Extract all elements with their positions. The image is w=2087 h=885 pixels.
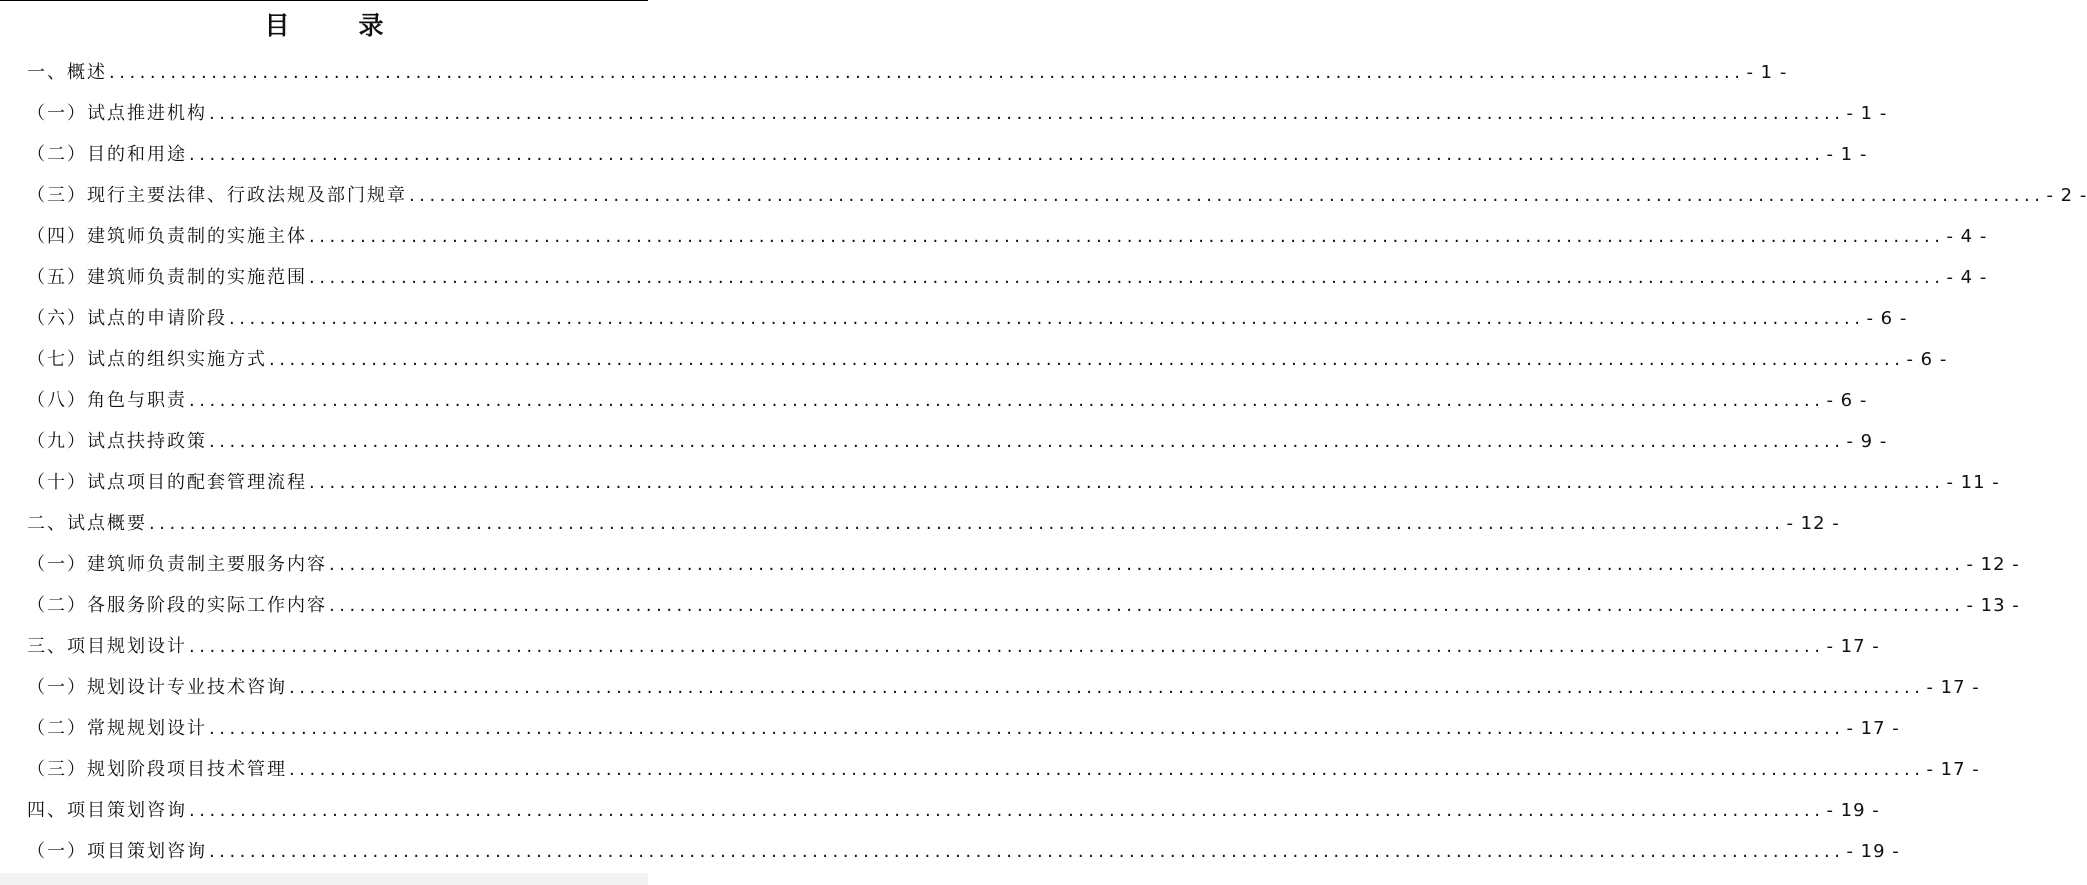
toc-leader-dots: ................................................................................................................................................................ bbox=[289, 677, 1925, 698]
toc-entry[interactable] bbox=[27, 263, 1988, 293]
toc-entry-page: - 4 - bbox=[1946, 267, 1988, 288]
toc-entry[interactable] bbox=[27, 550, 2020, 580]
toc-leader-dots: ................................................................................................................................................................ bbox=[289, 759, 1925, 780]
toc-entry-page: - 17 - bbox=[1826, 636, 1880, 657]
toc-leader-dots: ................................................................................................................................................................ bbox=[229, 308, 1865, 329]
toc-leader-dots: ................................................................................................................................................................ bbox=[189, 390, 1825, 411]
toc-entry-page: - 2 - bbox=[2046, 185, 2087, 206]
toc-entry-label: （六）试点的申请阶段 bbox=[27, 308, 227, 329]
toc-entry-page: - 6 - bbox=[1906, 349, 1948, 370]
toc-entry-page: - 12 - bbox=[1966, 554, 2020, 575]
toc-entry-page: - 6 - bbox=[1866, 308, 1908, 329]
toc-leader-dots: ................................................................................................................................................................ bbox=[209, 431, 1845, 452]
toc-entry-label: （一）项目策划咨询 bbox=[27, 841, 207, 862]
toc-leader-dots: ................................................................................................................................................................ bbox=[189, 800, 1825, 821]
toc-entry-label: （八）角色与职责 bbox=[27, 390, 187, 411]
top-rule bbox=[0, 0, 648, 1]
toc-leader-dots: ................................................................................................................................................................ bbox=[309, 472, 1945, 493]
toc-entry-label: （二）目的和用途 bbox=[27, 144, 187, 165]
toc-entry[interactable] bbox=[27, 468, 2000, 498]
toc-entry-page: - 17 - bbox=[1926, 677, 1980, 698]
toc-entry[interactable] bbox=[27, 58, 1788, 88]
toc-entry-label: （四）建筑师负责制的实施主体 bbox=[27, 226, 307, 247]
toc-entry-label: 四、项目策划咨询 bbox=[27, 800, 187, 821]
toc-entry-page: - 11 - bbox=[1946, 472, 2000, 493]
toc-leader-dots: ................................................................................................................................................................ bbox=[329, 554, 1965, 575]
toc-entry-label: （二）常规规划设计 bbox=[27, 718, 207, 739]
toc-entry[interactable] bbox=[27, 140, 1868, 170]
toc-leader-dots: ................................................................................................................................................................ bbox=[189, 144, 1825, 165]
toc-leader-dots: ................................................................................................................................................................ bbox=[189, 636, 1825, 657]
toc-entry-page: - 6 - bbox=[1826, 390, 1868, 411]
toc-entry-page: - 19 - bbox=[1846, 841, 1900, 862]
page-title: 目 录 bbox=[264, 11, 406, 40]
toc-entry[interactable] bbox=[27, 796, 1880, 826]
toc-entry-page: - 17 - bbox=[1846, 718, 1900, 739]
toc-entry[interactable] bbox=[27, 345, 1948, 375]
toc-entry-page: - 13 - bbox=[1966, 595, 2020, 616]
toc-entry[interactable] bbox=[27, 509, 1840, 539]
toc-leader-dots: ................................................................................................................................................................ bbox=[209, 103, 1845, 124]
toc-leader-dots: ................................................................................................................................................................ bbox=[209, 841, 1845, 862]
toc-entry-label: （一）规划设计专业技术咨询 bbox=[27, 677, 287, 698]
toc-entry[interactable] bbox=[27, 714, 1900, 744]
toc-entry-label: （九）试点扶持政策 bbox=[27, 431, 207, 452]
toc-leader-dots: ................................................................................................................................................................ bbox=[109, 62, 1745, 83]
toc-entry-page: - 9 - bbox=[1846, 431, 1888, 452]
toc-entry-label: （五）建筑师负责制的实施范围 bbox=[27, 267, 307, 288]
toc-entry[interactable] bbox=[27, 99, 1888, 129]
toc-entry-label: （三）规划阶段项目技术管理 bbox=[27, 759, 287, 780]
toc-entry[interactable] bbox=[27, 632, 1880, 662]
toc-entry-page: - 12 - bbox=[1786, 513, 1840, 534]
toc-leader-dots: ................................................................................................................................................................ bbox=[409, 185, 2045, 206]
toc-entry-label: （十）试点项目的配套管理流程 bbox=[27, 472, 307, 493]
toc-entry-label: （一）建筑师负责制主要服务内容 bbox=[27, 554, 327, 575]
toc-leader-dots: ................................................................................................................................................................ bbox=[329, 595, 1965, 616]
toc-entry-label: 三、项目规划设计 bbox=[27, 636, 187, 657]
toc-leader-dots: ................................................................................................................................................................ bbox=[149, 513, 1785, 534]
toc-entry-label: （三）现行主要法律、行政法规及部门规章 bbox=[27, 185, 407, 206]
toc-entry-label: （一）试点推进机构 bbox=[27, 103, 207, 124]
toc-entry-label: （七）试点的组织实施方式 bbox=[27, 349, 267, 370]
toc-leader-dots: ................................................................................................................................................................ bbox=[269, 349, 1905, 370]
toc-entry[interactable] bbox=[27, 222, 1988, 252]
toc-leader-dots: ................................................................................................................................................................ bbox=[209, 718, 1845, 739]
toc-entry-label: 二、试点概要 bbox=[27, 513, 147, 534]
toc-entry[interactable] bbox=[27, 591, 2020, 621]
toc-entry[interactable] bbox=[27, 755, 1980, 785]
toc-entry-page: - 1 - bbox=[1846, 103, 1888, 124]
toc-entry-page: - 1 - bbox=[1746, 62, 1788, 83]
page-bottom-edge bbox=[0, 873, 648, 885]
toc-entry-page: - 19 - bbox=[1826, 800, 1880, 821]
toc-leader-dots: ................................................................................................................................................................ bbox=[309, 226, 1945, 247]
toc-entry-page: - 17 - bbox=[1926, 759, 1980, 780]
toc-entry[interactable] bbox=[27, 673, 1980, 703]
toc-entry-page: - 1 - bbox=[1826, 144, 1868, 165]
toc-entry[interactable] bbox=[27, 386, 1868, 416]
toc-entry[interactable] bbox=[27, 837, 1900, 867]
toc-entry-label: 一、概述 bbox=[27, 62, 107, 83]
toc-leader-dots: ................................................................................................................................................................ bbox=[309, 267, 1945, 288]
toc-entry[interactable] bbox=[27, 304, 1908, 334]
toc-entry-page: - 4 - bbox=[1946, 226, 1988, 247]
toc-entry-label: （二）各服务阶段的实际工作内容 bbox=[27, 595, 327, 616]
toc-entry[interactable] bbox=[27, 427, 1888, 457]
toc-entry[interactable] bbox=[27, 181, 2087, 211]
